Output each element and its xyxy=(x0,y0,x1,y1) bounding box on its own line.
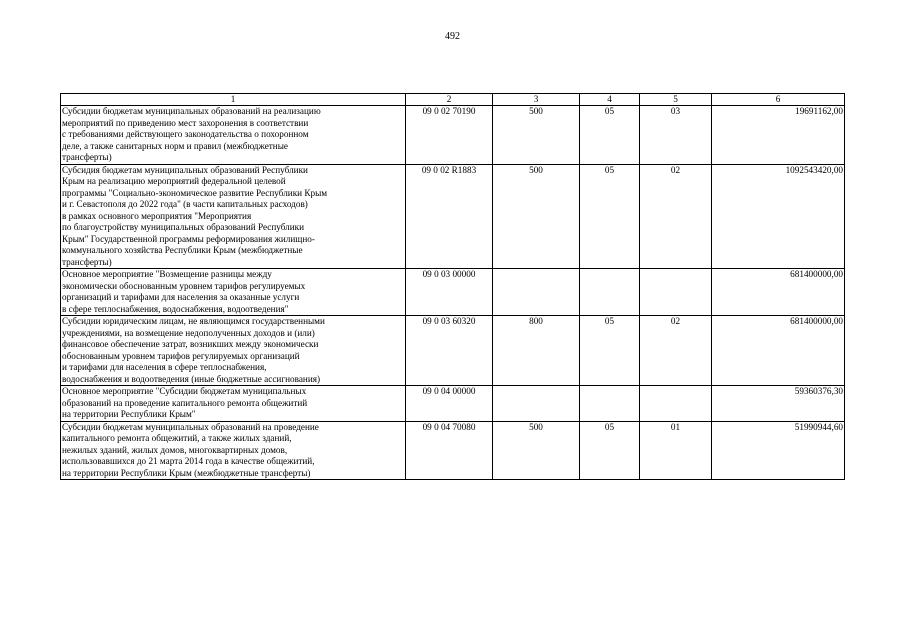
table-row xyxy=(61,269,845,316)
table-body xyxy=(61,106,845,480)
row-name-line: коммунального хозяйства Республики Крым (межбюджетные xyxy=(62,245,303,255)
row-name-line: трансферты) xyxy=(62,256,112,267)
row-column-3-cell xyxy=(493,386,580,422)
row-column-3-cell: 500 xyxy=(493,421,580,480)
row-column-3-cell: 500 xyxy=(493,164,580,269)
row-column-5-cell: 01 xyxy=(640,421,712,480)
row-name-cell xyxy=(61,164,406,269)
row-amount-cell: 19691162,00 xyxy=(712,106,845,165)
row-column-5-cell xyxy=(640,269,712,316)
header-cell-6: 6 xyxy=(712,94,845,106)
row-code-cell: 09 0 03 00000 xyxy=(406,269,493,316)
row-name-line: программы "Социально-экономическое развитие Республики Крым xyxy=(62,187,328,198)
row-name-line: на территории Республики Крым (межбюджетные трансферты) xyxy=(62,467,311,478)
row-column-3-cell: 500 xyxy=(493,106,580,165)
row-name-line: Основное мероприятие "Субсидии бюджетам муниципальных xyxy=(62,386,307,396)
row-code-cell: 09 0 04 70080 xyxy=(406,421,493,480)
header-cell-1: 1 xyxy=(61,94,406,106)
row-name-line: и тарифами для населения в сфере теплоснабжения, xyxy=(62,362,267,372)
row-name-line: с требованиями действующего законодательства о похоронном xyxy=(62,129,309,139)
row-column-5-cell: 02 xyxy=(640,164,712,269)
row-name-line: Крым на реализацию мероприятий федеральной целевой xyxy=(62,176,286,186)
row-name-line: в сфере теплоснабжения, водоснабжения, водоотведения" xyxy=(62,303,289,314)
row-name-line: использовавшихся до 21 марта 2014 года в качестве общежитий, xyxy=(62,456,315,466)
table-row xyxy=(61,421,845,480)
row-name-line: экономически обоснованным уровнем тарифов регулируемых xyxy=(62,280,306,291)
table-row xyxy=(61,106,845,165)
row-code-cell: 09 0 03 60320 xyxy=(406,316,493,386)
row-column-4-cell: 05 xyxy=(580,164,640,269)
row-amount-cell: 51990944,60 xyxy=(712,421,845,480)
row-code-cell: 09 0 02 70190 xyxy=(406,106,493,165)
row-name-line: по благоустройству муниципальных образований Республики xyxy=(62,222,305,232)
row-column-3-cell xyxy=(493,269,580,316)
row-name-line: финансовое обеспечение затрат, возникших между экономически xyxy=(62,339,319,349)
row-name-line: организаций и тарифами для населения за оказанные услуги xyxy=(62,292,300,302)
row-name-line: Субсидии бюджетам муниципальных образований на проведение xyxy=(62,421,319,432)
row-name-line: Субсидии бюджетам муниципальных образований на реализацию xyxy=(62,106,321,116)
row-amount-cell: 59360376,30 xyxy=(712,386,845,422)
row-name-line: Основное мероприятие "Возмещение разницы между xyxy=(62,269,272,279)
row-name-line: нежилых зданий, жилых домов, многоквартирных домов, xyxy=(62,444,288,455)
table-row xyxy=(61,316,845,386)
row-name-line: учреждениями, на возмещение недополученных доходов и (или) xyxy=(62,327,315,338)
row-column-4-cell: 05 xyxy=(580,421,640,480)
row-name-cell xyxy=(61,386,406,422)
row-name-line: Субсидии юридическим лицам, не являющимся государственными xyxy=(62,316,325,326)
row-name-line: на территории Республики Крым" xyxy=(62,409,196,419)
row-amount-cell: 681400000,00 xyxy=(712,316,845,386)
row-code-cell: 09 0 02 R1883 xyxy=(406,164,493,269)
row-column-5-cell: 02 xyxy=(640,316,712,386)
row-column-5-cell xyxy=(640,386,712,422)
row-name-cell xyxy=(61,269,406,316)
row-amount-cell: 1092543420,00 xyxy=(712,164,845,269)
row-name-line: водоснабжения и водоотведения (иные бюджетные ассигнования) xyxy=(62,373,321,384)
row-name-line: Крым" Государственной программы реформирования жилищно- xyxy=(62,233,315,244)
row-column-4-cell xyxy=(580,386,640,422)
table-row xyxy=(61,386,845,422)
row-column-4-cell: 05 xyxy=(580,316,640,386)
header-cell-4: 4 xyxy=(580,94,640,106)
row-column-3-cell: 800 xyxy=(493,316,580,386)
row-name-cell xyxy=(61,106,406,165)
row-name-line: в рамках основного мероприятия "Мероприятия xyxy=(62,210,252,221)
header-row xyxy=(61,94,845,106)
row-name-line: трансферты) xyxy=(62,152,112,162)
row-name-line: деле, а также санитарных норм и правил (межбюджетные xyxy=(62,140,288,151)
row-name-cell xyxy=(61,316,406,386)
row-column-4-cell: 05 xyxy=(580,106,640,165)
row-name-line: обоснованным уровнем тарифов регулируемых организаций xyxy=(62,350,300,361)
row-name-line: капитального ремонта общежитий, а также жилых зданий, xyxy=(62,433,292,443)
table-row xyxy=(61,164,845,269)
header-cell-5: 5 xyxy=(640,94,712,106)
header-cell-3: 3 xyxy=(493,94,580,106)
row-column-5-cell: 03 xyxy=(640,106,712,165)
row-name-line: мероприятий по приведению мест захоронения в соответствии xyxy=(62,117,309,128)
row-name-line: Субсидия бюджетам муниципальных образований Республики xyxy=(62,164,308,175)
row-name-cell xyxy=(61,421,406,480)
row-name-line: образований на проведение капитального ремонта общежитий xyxy=(62,397,308,408)
header-cell-2: 2 xyxy=(406,94,493,106)
row-name-line: и г. Севастополя до 2022 года" (в части капитальных расходов) xyxy=(62,199,308,209)
row-amount-cell: 681400000,00 xyxy=(712,269,845,316)
budget-table xyxy=(60,93,845,480)
row-column-4-cell xyxy=(580,269,640,316)
page-number: 492 xyxy=(445,31,460,42)
row-code-cell: 09 0 04 00000 xyxy=(406,386,493,422)
